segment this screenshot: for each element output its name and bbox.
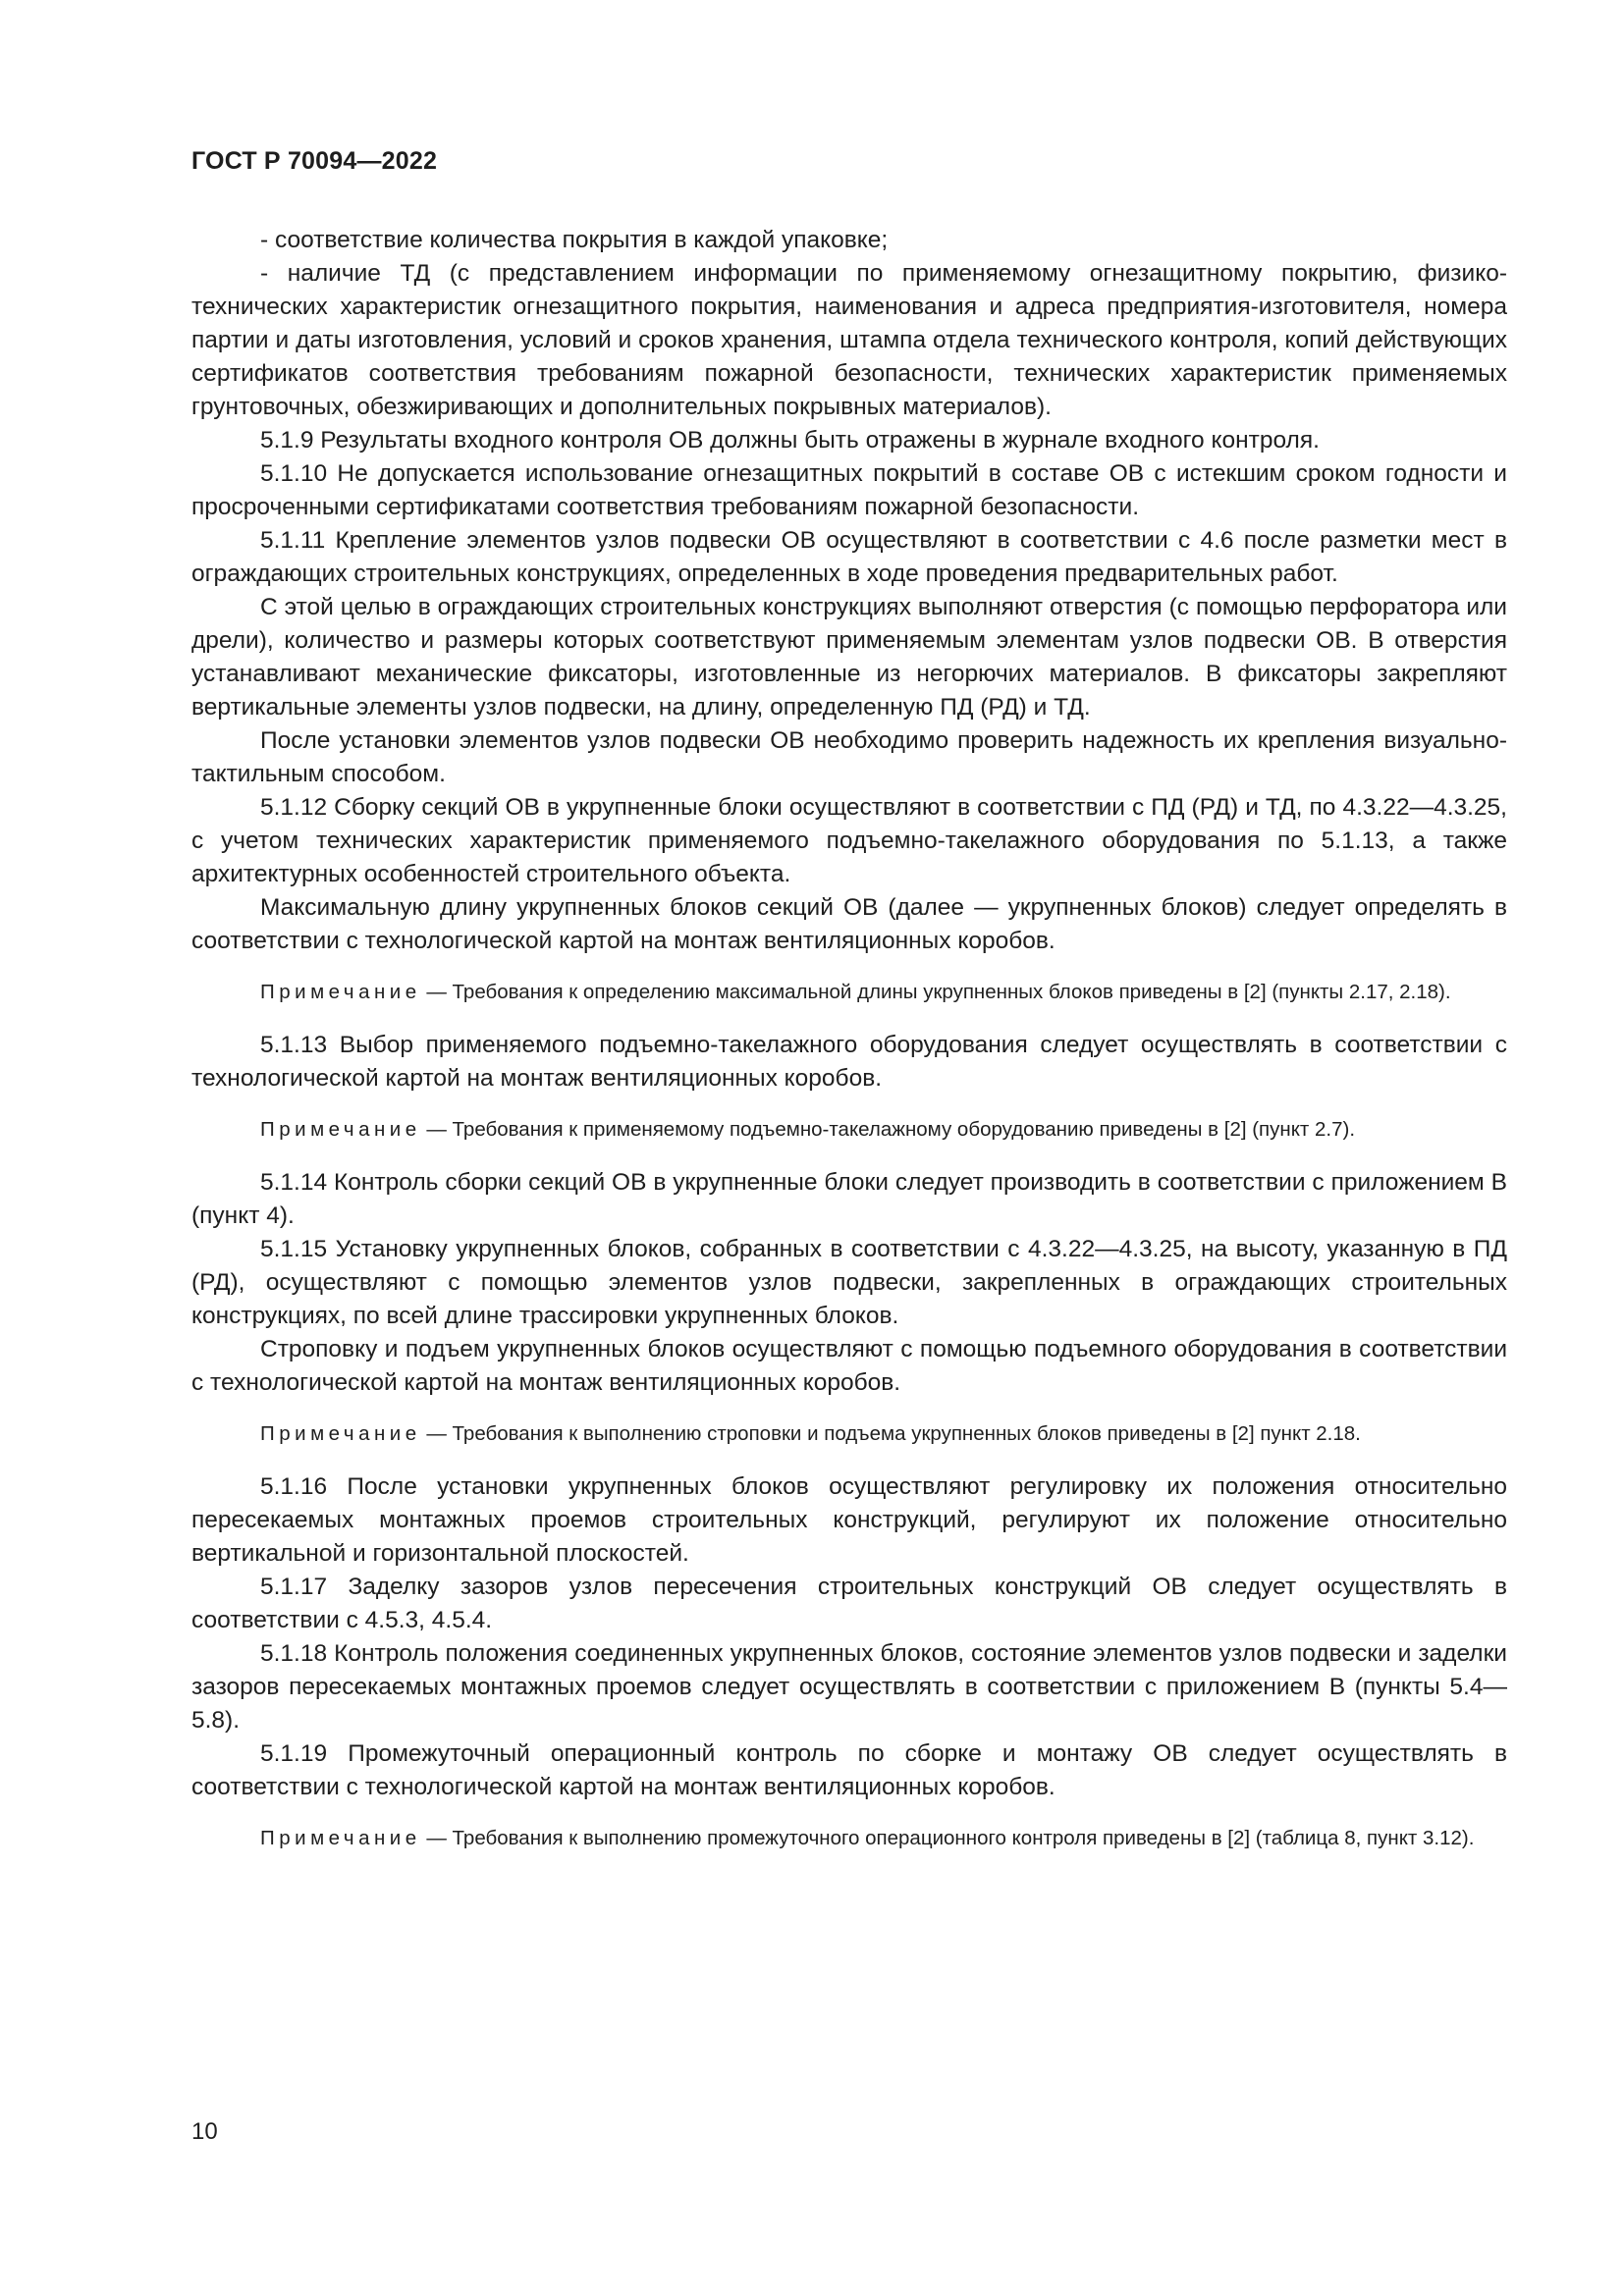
paragraph: - наличие ТД (с представлением информации по применяемому огнезащитному покрытию, физико-технических характеристик огнезащитного покрытия, наименования и адреса предприятия-изготовителя, номера партии и даты изготовления, условий и сроков хранения, штампа отдела технического контроля, копий действующих сертификатов соответствия требованиям пожарной безопасности, технических характеристик применяемых грунтовочных, обезжиривающих и дополнительных покрывных материалов). (191, 260, 1507, 420)
note-text: — Требования к применяемому подъемно-такелажному оборудованию приведены в [2] (пункт 2.7). (420, 1118, 1356, 1141)
paragraph: 5.1.16 После установки укрупненных блоков осуществляют регулировку их положения относительно пересекаемых монтажных проемов строительных конструкций, регулируют их положение относительно вертикальной и горизонтальной плоскостей. (191, 1473, 1507, 1567)
paragraph: 5.1.19 Промежуточный операционный контроль по сборке и монтажу ОВ следует осуществлять в соответствии с технологической картой на монтаж вентиляционных коробов. (191, 1740, 1507, 1800)
paragraph: 5.1.11 Крепление элементов узлов подвески ОВ осуществляют в соответствии с 4.6 после разметки мест в ограждающих строительных конструкциях, определенных в ходе проведения предварительных работ. (191, 527, 1507, 587)
paragraph: - соответствие количества покрытия в каждой упаковке; (260, 227, 889, 253)
note (191, 1419, 1507, 1449)
paragraph: 5.1.17 Заделку зазоров узлов пересечения строительных конструкций ОВ следует осуществлять в соответствии с 4.5.3, 4.5.4. (191, 1574, 1507, 1633)
paragraph: С этой целью в ограждающих строительных конструкциях выполняют отверстия (с помощью перфоратора или дрели), количество и размеры которых соответствуют применяемым элементам узлов подвески ОВ. В отверстия устанавливают механические фиксаторы, изготовленные из негорючих материалов. В фиксаторы закрепляют вертикальные элементы узлов подвески, на длину, определенную ПД (РД) и ТД. (191, 594, 1507, 721)
document-body (191, 224, 1507, 1875)
note-text: — Требования к выполнению строповки и подъема укрупненных блоков приведены в [2] пункт 2.18. (420, 1422, 1361, 1445)
note (191, 978, 1507, 1007)
paragraph: 5.1.13 Выбор применяемого подъемно-такелажного оборудования следует осуществлять в соответствии с технологической картой на монтаж вентиляционных коробов. (191, 1032, 1507, 1092)
note-text: — Требования к определению максимальной длины укрупненных блоков приведены в [2] (пункты 2.17, 2.18). (420, 981, 1451, 1003)
paragraph: Максимальную длину укрупненных блоков секций ОВ (далее — укрупненных блоков) следует определять в соответствии с технологической картой на монтаж вентиляционных коробов. (191, 894, 1507, 954)
paragraph: 5.1.9 Результаты входного контроля ОВ должны быть отражены в журнале входного контроля. (260, 427, 1320, 454)
page-number: 10 (191, 2118, 218, 2145)
paragraph: 5.1.14 Контроль сборки секций ОВ в укрупненные блоки следует производить в соответствии с приложением В (пункт 4). (191, 1169, 1507, 1229)
note-label: Примечание (260, 1827, 421, 1849)
note-label: Примечание (260, 981, 421, 1003)
note-label: Примечание (260, 1422, 421, 1445)
note-text: — Требования к выполнению промежуточного операционного контроля приведены в [2] (таблица 8, пункт 3.12). (420, 1827, 1475, 1849)
note-label: Примечание (260, 1118, 421, 1141)
paragraph: 5.1.10 Не допускается использование огнезащитных покрытий в составе ОВ с истекшим сроком годности и просроченными сертификатами соответствия требованиям пожарной безопасности. (191, 460, 1507, 520)
note (191, 1824, 1507, 1853)
document-header: ГОСТ Р 70094—2022 (191, 147, 438, 175)
paragraph: После установки элементов узлов подвески ОВ необходимо проверить надежность их крепления визуально-тактильным способом. (191, 727, 1507, 787)
note (191, 1115, 1507, 1145)
paragraph: Строповку и подъем укрупненных блоков осуществляют с помощью подъемного оборудования в соответствии с технологической картой на монтаж вентиляционных коробов. (191, 1336, 1507, 1396)
paragraph: 5.1.18 Контроль положения соединенных укрупненных блоков, состояние элементов узлов подвески и заделки зазоров пересекаемых монтажных проемов следует осуществлять в соответствии с приложением В (пункты 5.4—5.8). (191, 1640, 1507, 1734)
paragraph: 5.1.12 Сборку секций ОВ в укрупненные блоки осуществляют в соответствии с ПД (РД) и ТД, по 4.3.22—4.3.25, с учетом технических характеристик применяемого подъемно-такелажного оборудования по 5.1.13, а также архитектурных особенностей строительного объекта. (191, 794, 1507, 887)
paragraph: 5.1.15 Установку укрупненных блоков, собранных в соответствии с 4.3.22—4.3.25, на высоту, указанную в ПД (РД), осуществляют с помощью элементов узлов подвески, закрепленных в ограждающих строительных конструкциях, по всей длине трассировки укрупненных блоков. (191, 1236, 1507, 1329)
